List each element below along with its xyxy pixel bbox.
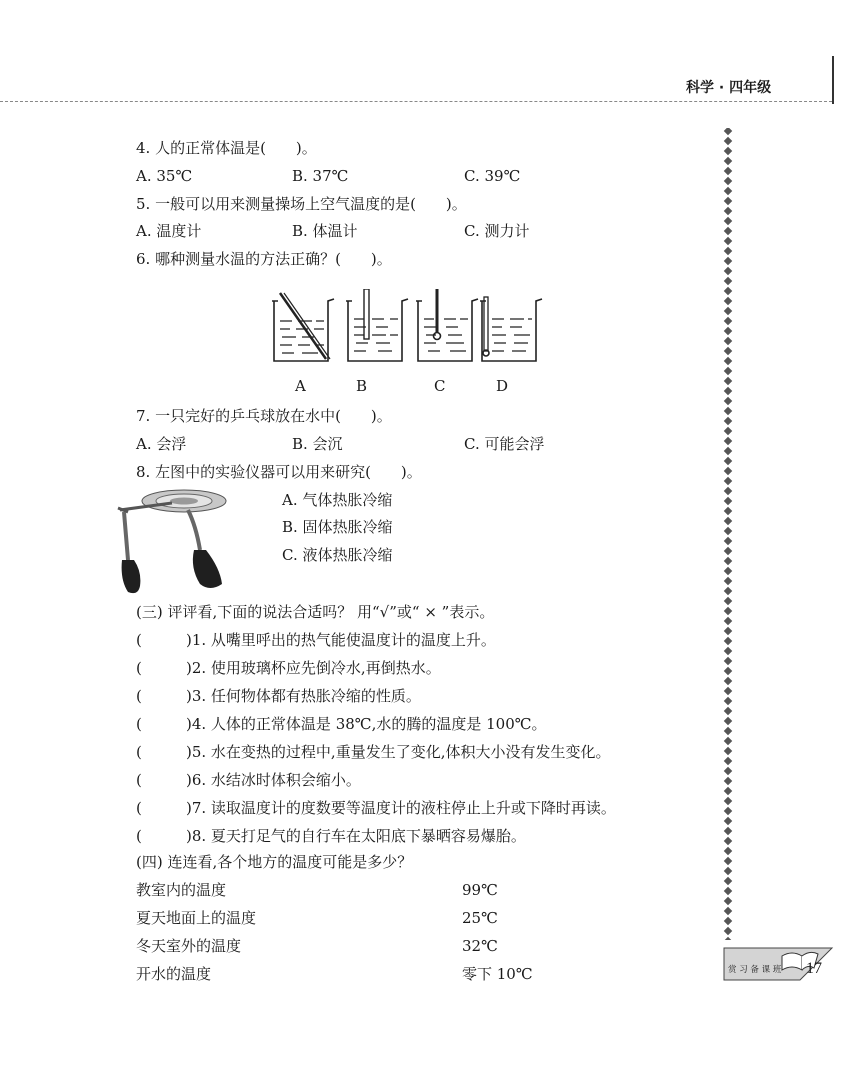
diamond-ornament bbox=[724, 537, 732, 545]
judge-item-8: )8. 夏天打足气的自行车在太阳底下暴晒容易爆胎。 bbox=[186, 827, 526, 845]
judge-item-4: )4. 人体的正常体温是 38℃,水的腾的温度是 100℃。 bbox=[186, 715, 547, 733]
diamond-ornament bbox=[724, 697, 732, 705]
header-dashed-line bbox=[0, 101, 832, 102]
diamond-ornament bbox=[724, 217, 732, 225]
q8-option-a: A. 气体热胀冷缩 bbox=[282, 491, 393, 509]
q5-option-c: C. 测力计 bbox=[464, 222, 530, 240]
diamond-ornament bbox=[724, 207, 732, 215]
diamond-ornament bbox=[724, 287, 732, 295]
diamond-ornament bbox=[724, 447, 732, 455]
side-diamond-border bbox=[722, 128, 734, 940]
q8-option-b: B. 固体热胀冷缩 bbox=[282, 518, 393, 536]
q6-label-d: D bbox=[496, 377, 509, 395]
diamond-ornament bbox=[724, 707, 732, 715]
diamond-ornament bbox=[724, 617, 732, 625]
diamond-ornament bbox=[724, 927, 732, 935]
diamond-ornament bbox=[724, 257, 732, 265]
judge-item-1: )1. 从嘴里呼出的热气能使温度计的温度上升。 bbox=[186, 631, 496, 649]
diamond-ornament bbox=[724, 517, 732, 525]
diamond-ornament bbox=[724, 647, 732, 655]
diamond-ornament bbox=[724, 817, 732, 825]
q4-option-b: B. 37℃ bbox=[292, 167, 349, 185]
diamond-ornament bbox=[724, 637, 732, 645]
q5-option-b: B. 体温计 bbox=[292, 222, 358, 240]
q7-option-a: A. 会浮 bbox=[136, 435, 187, 453]
section3-title: (三) 评评看,下面的说法合适吗？ 用“√”或“ × ”表示。 bbox=[136, 603, 495, 621]
diamond-ornament bbox=[724, 677, 732, 685]
diamond-ornament bbox=[724, 597, 732, 605]
q7-option-c: C. 可能会浮 bbox=[464, 435, 545, 453]
diamond-ornament bbox=[724, 587, 732, 595]
diamond-ornament bbox=[724, 797, 732, 805]
judge-item-6: )6. 水结冰时体积会缩小。 bbox=[186, 771, 361, 789]
diamond-ornament bbox=[724, 567, 732, 575]
judge-item-5: )5. 水在变热的过程中,重量发生了变化,体积大小没有发生变化。 bbox=[186, 743, 611, 761]
diamond-ornament bbox=[724, 847, 732, 855]
diamond-ornament bbox=[724, 867, 732, 875]
diamond-ornament bbox=[724, 497, 732, 505]
diamond-ornament bbox=[724, 877, 732, 885]
diamond-ornament bbox=[724, 307, 732, 315]
diamond-ornament bbox=[724, 807, 732, 815]
diamond-ornament bbox=[724, 247, 732, 255]
diamond-ornament bbox=[724, 457, 732, 465]
match-left-item: 开水的温度 bbox=[136, 965, 212, 983]
diamond-ornament bbox=[724, 527, 732, 535]
page-number: 17 bbox=[806, 960, 822, 977]
diamond-ornament bbox=[724, 197, 732, 205]
diamond-ornament bbox=[724, 367, 732, 375]
diamond-ornament bbox=[724, 347, 732, 355]
judge-paren: ( bbox=[136, 771, 142, 789]
footer-logo-text: 赏 习 备 课 班 bbox=[728, 965, 782, 975]
judge-paren: ( bbox=[136, 631, 142, 649]
diamond-ornament bbox=[724, 467, 732, 475]
diamond-ornament bbox=[724, 787, 732, 795]
beakers-figure bbox=[268, 289, 548, 367]
diamond-ornament bbox=[724, 437, 732, 445]
diamond-ornament bbox=[724, 897, 732, 905]
match-left-item: 教室内的温度 bbox=[136, 881, 227, 899]
diamond-ornament bbox=[724, 177, 732, 185]
judge-paren: ( bbox=[136, 687, 142, 705]
judge-paren: ( bbox=[136, 799, 142, 817]
header-rule bbox=[832, 56, 834, 104]
match-right-item: 99℃ bbox=[462, 881, 498, 899]
diamond-ornament bbox=[724, 687, 732, 695]
match-right-item: 25℃ bbox=[462, 909, 498, 927]
q4-option-a: A. 35℃ bbox=[136, 167, 193, 185]
diamond-ornament bbox=[724, 837, 732, 845]
diamond-ornament bbox=[724, 737, 732, 745]
diamond-ornament bbox=[724, 557, 732, 565]
diamond-ornament bbox=[724, 767, 732, 775]
diamond-ornament bbox=[724, 717, 732, 725]
diamond-ornament bbox=[724, 337, 732, 345]
judge-paren: ( bbox=[136, 659, 142, 677]
q6-stem: 6. 哪种测量水温的方法正确？( )。 bbox=[136, 250, 392, 268]
section4-title: (四) 连连看,各个地方的温度可能是多少？ bbox=[136, 853, 413, 871]
judge-item-3: )3. 任何物体都有热胀冷缩的性质。 bbox=[186, 687, 421, 705]
match-left-item: 夏天地面上的温度 bbox=[136, 909, 257, 927]
diamond-ornament bbox=[724, 407, 732, 415]
q5-option-a: A. 温度计 bbox=[136, 222, 202, 240]
q5-stem: 5. 一般可以用来测量操场上空气温度的是( )。 bbox=[136, 195, 467, 213]
diamond-ornament bbox=[724, 327, 732, 335]
judge-item-2: )2. 使用玻璃杯应先倒冷水,再倒热水。 bbox=[186, 659, 441, 677]
diamond-ornament bbox=[724, 157, 732, 165]
diamond-ornament bbox=[724, 887, 732, 895]
diamond-ornament bbox=[724, 237, 732, 245]
diamond-ornament bbox=[724, 128, 732, 135]
diamond-ornament bbox=[724, 277, 732, 285]
diamond-ornament bbox=[724, 857, 732, 865]
diamond-ornament bbox=[724, 267, 732, 275]
diamond-ornament bbox=[724, 757, 732, 765]
diamond-ornament bbox=[724, 227, 732, 235]
diamond-ornament bbox=[724, 167, 732, 175]
diamond-ornament bbox=[724, 907, 732, 915]
judge-paren: ( bbox=[136, 715, 142, 733]
diamond-ornament bbox=[724, 917, 732, 925]
match-right-item: 零下 10℃ bbox=[462, 965, 533, 983]
diamond-ornament bbox=[724, 607, 732, 615]
diamond-ornament bbox=[724, 147, 732, 155]
q7-stem: 7. 一只完好的乒乓球放在水中( )。 bbox=[136, 407, 392, 425]
diamond-ornament bbox=[724, 477, 732, 485]
diamond-ornament bbox=[724, 487, 732, 495]
diamond-ornament bbox=[724, 417, 732, 425]
diamond-ornament bbox=[724, 657, 732, 665]
diamond-ornament bbox=[724, 187, 732, 195]
q7-option-b: B. 会沉 bbox=[292, 435, 343, 453]
diamond-ornament bbox=[724, 357, 732, 365]
diamond-ornament bbox=[724, 577, 732, 585]
diamond-ornament bbox=[724, 627, 732, 635]
diamond-ornament bbox=[724, 387, 732, 395]
diamond-ornament bbox=[724, 137, 732, 145]
judge-paren: ( bbox=[136, 743, 142, 761]
diamond-ornament bbox=[724, 427, 732, 435]
ring-and-ball-apparatus-image bbox=[110, 488, 235, 598]
diamond-ornament bbox=[724, 667, 732, 675]
diamond-ornament bbox=[724, 827, 732, 835]
diamond-ornament bbox=[724, 777, 732, 785]
diamond-ornament bbox=[724, 297, 732, 305]
match-right-item: 32℃ bbox=[462, 937, 498, 955]
q4-stem: 4. 人的正常体温是( )。 bbox=[136, 139, 317, 157]
judge-paren: ( bbox=[136, 827, 142, 845]
judge-item-7: )7. 读取温度计的度数要等温度计的液柱停止上升或下降时再读。 bbox=[186, 799, 616, 817]
diamond-ornament bbox=[724, 547, 732, 555]
diamond-ornament bbox=[724, 937, 732, 940]
diamond-ornament bbox=[724, 727, 732, 735]
page-header-title: 科学 · 四年级 bbox=[686, 80, 772, 96]
q6-label-a: A bbox=[295, 377, 306, 395]
q6-label-b: B bbox=[356, 377, 368, 395]
q8-stem: 8. 左图中的实验仪器可以用来研究( )。 bbox=[136, 463, 422, 481]
diamond-ornament bbox=[724, 317, 732, 325]
match-left-item: 冬天室外的温度 bbox=[136, 937, 242, 955]
diamond-ornament bbox=[724, 507, 732, 515]
diamond-ornament bbox=[724, 747, 732, 755]
q4-option-c: C. 39℃ bbox=[464, 167, 521, 185]
diamond-ornament bbox=[724, 377, 732, 385]
q6-label-c: C bbox=[434, 377, 446, 395]
q8-option-c: C. 液体热胀冷缩 bbox=[282, 546, 393, 564]
diamond-ornament bbox=[724, 397, 732, 405]
